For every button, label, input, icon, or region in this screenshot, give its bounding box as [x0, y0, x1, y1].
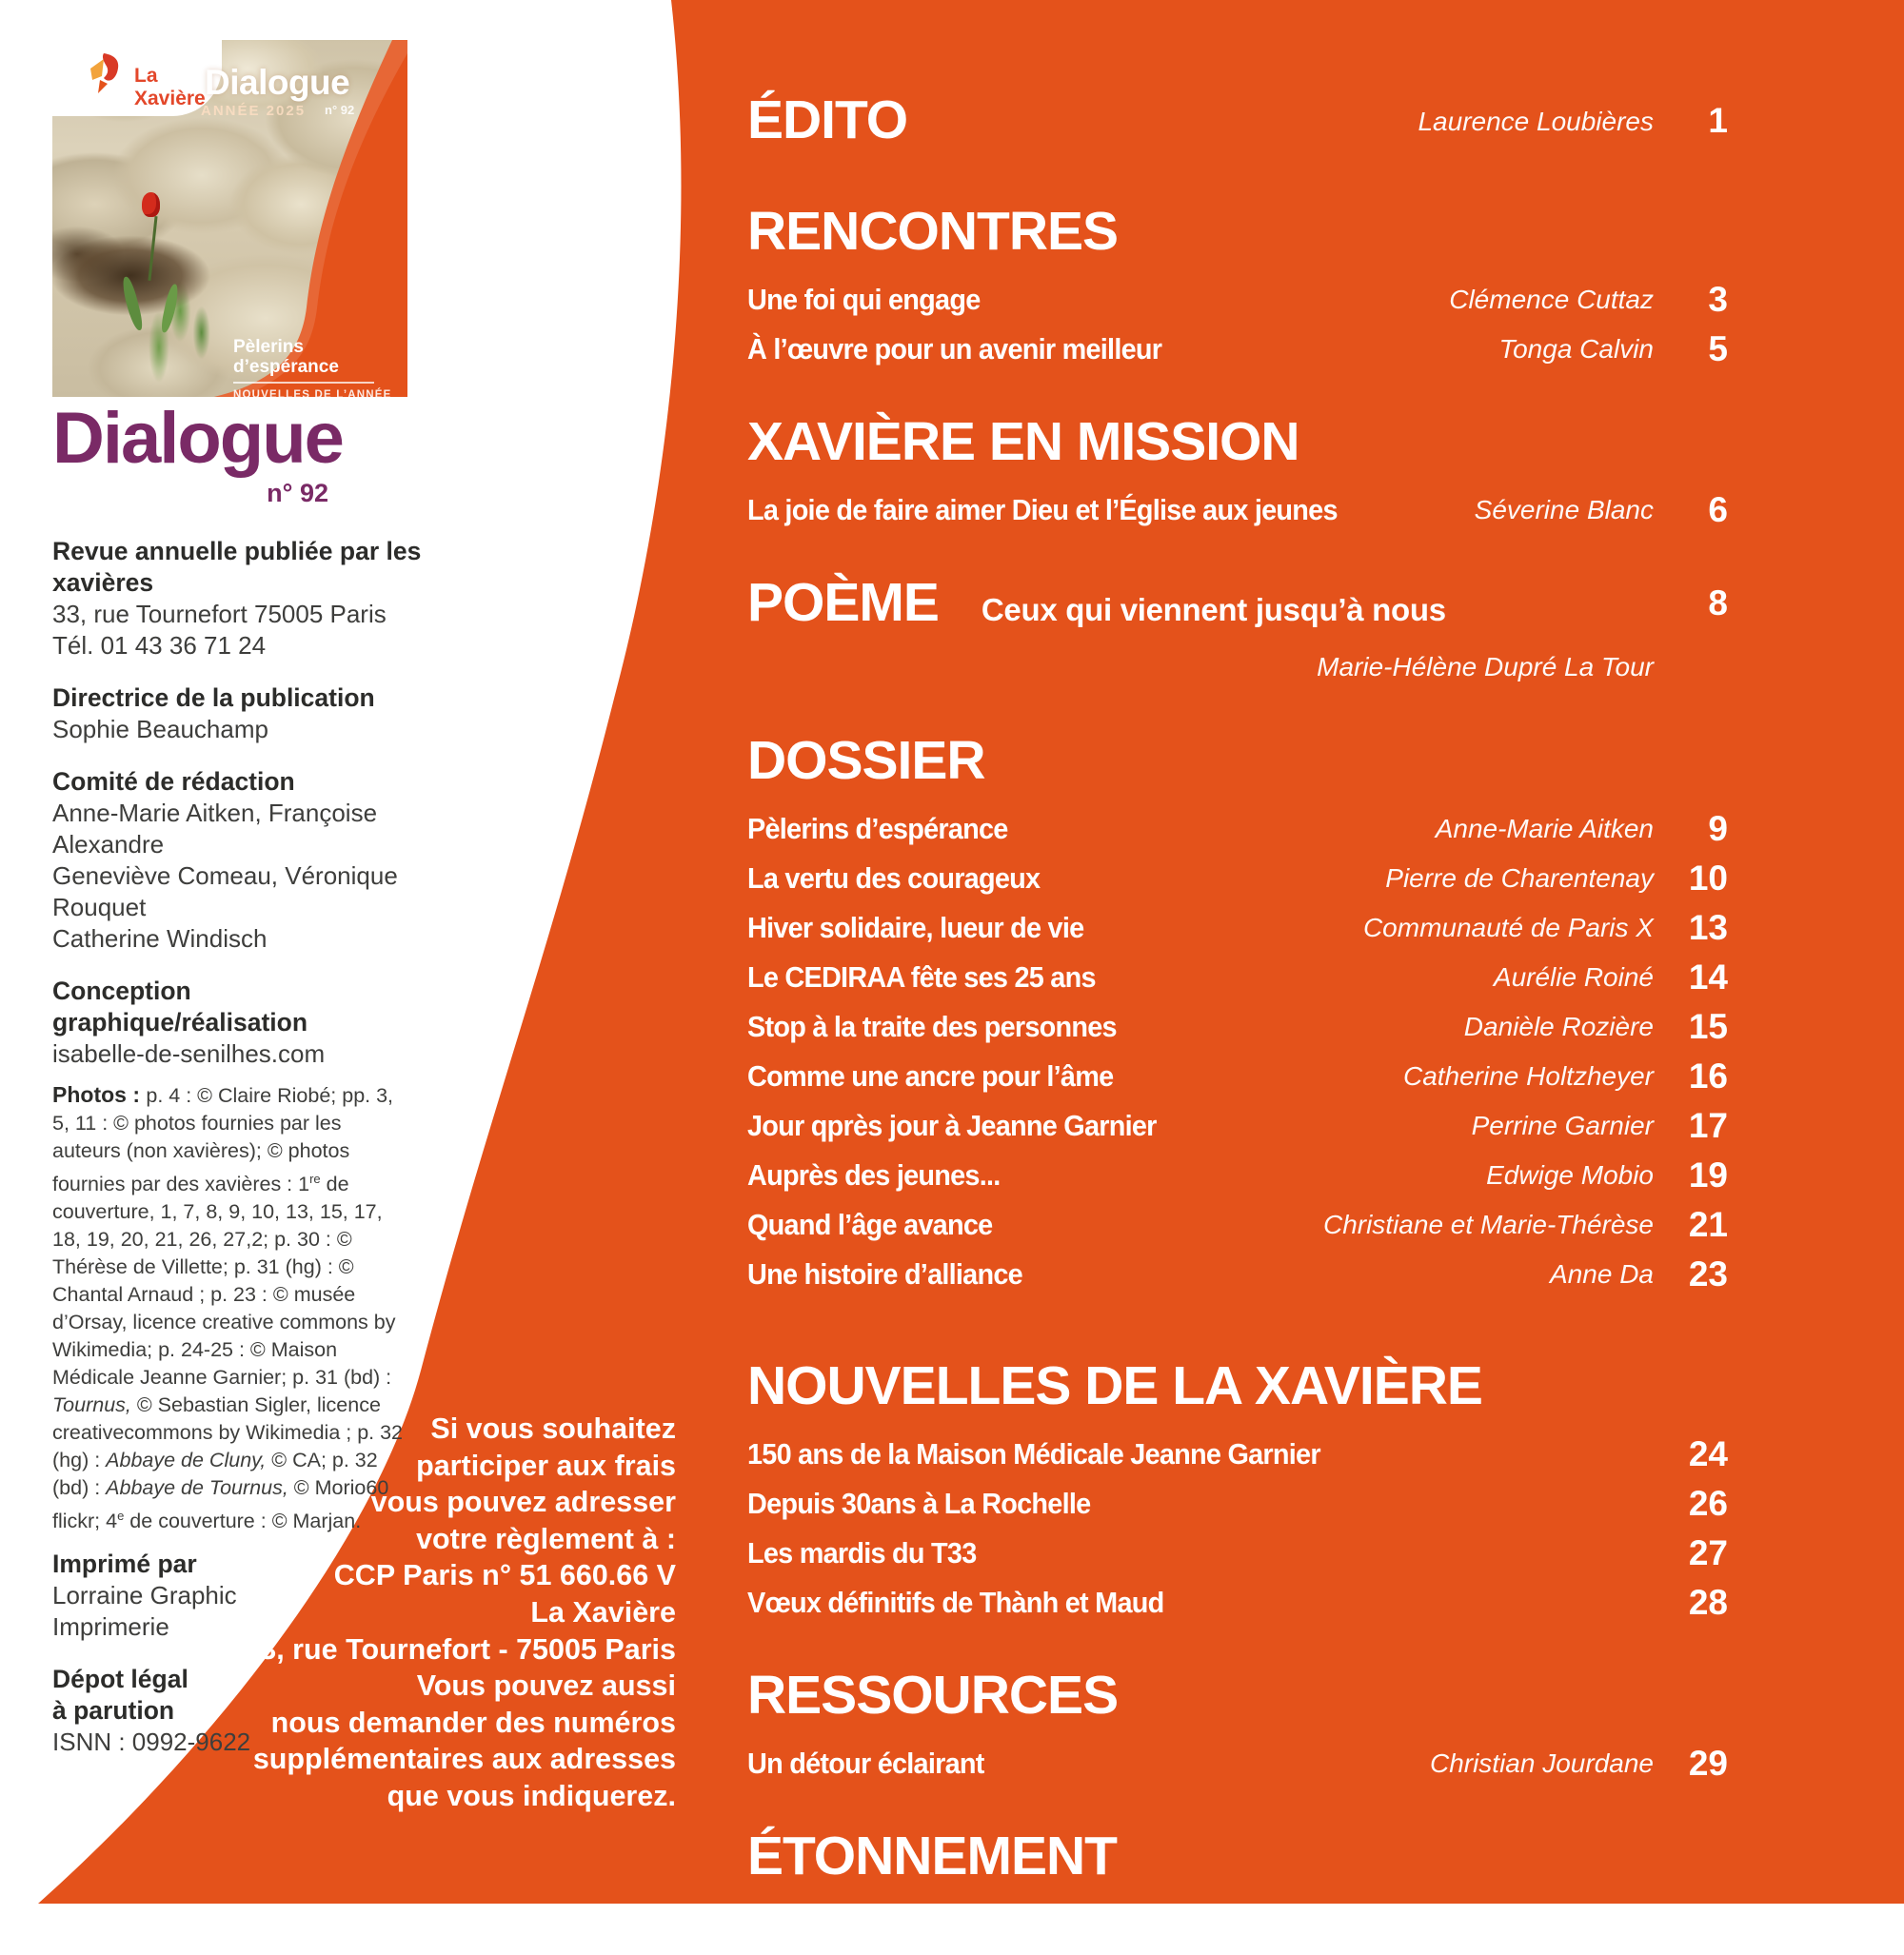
toc-header-row [747, 412, 1728, 485]
toc-entry-title: Vœux définitifs de Thành et Maud [747, 1586, 1164, 1619]
design-block [52, 976, 428, 1070]
la-xaviere-logo-icon [89, 51, 130, 101]
photos-text-segment: Tournus, [52, 1393, 131, 1417]
toc-entry-page: 15 [1688, 1007, 1728, 1046]
toc-entry-author: Communauté de Paris X [1362, 913, 1654, 942]
publisher-block [52, 536, 428, 662]
toc-entry-title: Comme une ancre pour l’âme [747, 1059, 1114, 1093]
toc-entry-page: 9 [1708, 809, 1728, 848]
toc-entry-author: Perrine Garnier [1471, 1111, 1654, 1140]
printer-name: Imprimerie [52, 1612, 169, 1642]
photos-text-segment: e [117, 1509, 125, 1524]
cover-year-line: ANNÉE 2025 [201, 103, 307, 119]
toc [747, 90, 1728, 1949]
toc-entry-page: 10 [1688, 859, 1728, 898]
toc-entry-author: Anne-Marie Aitken [1435, 814, 1654, 843]
printer-label: Imprimé par [52, 1550, 197, 1579]
toc-entry-page: 27 [1688, 1533, 1728, 1572]
cover-theme-rule [233, 382, 374, 384]
toc-entry-title: La joie de faire aimer Dieu et l’Église aux jeunes [747, 493, 1338, 526]
cover-title: Dialogue [205, 63, 350, 102]
toc-entry-title: Depuis 30ans à La Rochelle [747, 1487, 1091, 1520]
magazine-wordmark: Dialogue [52, 398, 343, 479]
design-label: Conception graphique/réalisation [52, 977, 308, 1037]
toc-entry-page: 14 [1688, 958, 1728, 997]
toc-entry-title: Les mardis du T33 [747, 1536, 977, 1570]
toc-entry-title: Une histoire d’alliance [747, 1257, 1022, 1291]
cover-theme-line: d’espérance [233, 357, 339, 377]
toc-entry-author: Danièle Rozière [1463, 1012, 1654, 1041]
toc-entry [747, 1430, 1728, 1479]
toc-entry [747, 953, 1728, 1002]
toc-section [747, 412, 1728, 535]
cover-logo-background [52, 40, 222, 116]
toc-entry-title: Ceux qui viennent jusqu’à nous [981, 592, 1446, 627]
toc-entry-page: 31 [1688, 1905, 1728, 1944]
subscription-line: votre règlement à : [416, 1522, 676, 1555]
subscription-line: que vous indiquerez. [387, 1779, 676, 1812]
photos-text-segment: de couverture : © Marjan. [124, 1510, 362, 1533]
toc-entry-author: Séverine Blanc [1474, 495, 1654, 524]
toc-entry [747, 1151, 1728, 1200]
cover-issue-number: n° 92 [325, 103, 355, 117]
cover-logo-text: La Xavière [134, 65, 206, 109]
toc-entry-page: 13 [1688, 908, 1728, 947]
toc-entry-author: Catherine Holtzheyer [1402, 1061, 1654, 1091]
toc-entry-page: 3 [1708, 280, 1728, 319]
publisher-phone: Tél. 01 43 36 71 24 [52, 631, 267, 660]
toc-entry-page: 6 [1708, 490, 1728, 529]
toc-entry-page: 23 [1688, 1254, 1728, 1293]
toc-entry-title: Une foi qui engage [747, 283, 981, 316]
toc-entry [747, 1739, 1728, 1788]
toc-section-title: NOUVELLES DE LA XAVIÈRE [747, 1355, 1482, 1416]
issue-number: n° 92 [267, 479, 328, 507]
toc-entry-title: 150 ans de la Maison Médicale Jeanne Garnier [747, 1437, 1320, 1471]
toc-section-title: XAVIÈRE EN MISSION [747, 411, 1299, 472]
toc-entry-title: Stop à la traite des personnes [747, 1010, 1117, 1043]
toc-section [747, 202, 1728, 374]
cover-theme-line: Pèlerins [233, 337, 304, 357]
toc-section [747, 90, 1728, 164]
toc-entry-author: Tonga Calvin [1498, 334, 1654, 364]
toc-section-title: RENCONTRES [747, 201, 1119, 262]
toc-header-row [747, 573, 1728, 646]
photos-text-segment: p. 4 : © Claire Riobé; pp. 3, 5, 11 : © photos fournies par les auteurs (non xavières); © photos fournies par des xavières : 1 [52, 1084, 394, 1196]
toc-entry-page: 5 [1708, 329, 1728, 368]
photos-text-segment: © Morio60 flickr; 4 [52, 1476, 389, 1533]
toc-header-row [747, 1356, 1728, 1430]
toc-entry-author: Clémence Cuttaz [1449, 285, 1654, 314]
photos-text-segment: de couverture, 1, 7, 8, 9, 10, 13, 15, 17, 18, 19, 20, 21, 26, 27,2; p. 30 : © Thérèse de Villette; p. 31 (hg) : © Chantal Arnaud ; p. 23 : © musée d’Orsay, licence creative commons by Wikimedia; p. 24-25 : © Maison Médicale Jeanne Garnier; p. 31 (bd) : [52, 1173, 396, 1390]
toc-entry-page: 26 [1688, 1484, 1728, 1523]
toc-entry-author: Pierre de Charentenay [1385, 863, 1654, 893]
subscription-line: 33, rue Tournefort - 75005 Paris [244, 1632, 676, 1666]
toc-entry-title: Un détour éclairant [747, 1747, 984, 1780]
toc-entry-title: Apporter sa pierre à l’édifice [747, 1907, 1098, 1941]
subscription-line: La Xavière [530, 1595, 676, 1629]
subscription-line: vous pouvez adresser [370, 1486, 676, 1519]
photos-text-segment: © CA; p. 32 (bd) : [52, 1449, 378, 1500]
toc-entry-title: Auprès des jeunes... [747, 1158, 1001, 1192]
printer-name: Lorraine Graphic [52, 1581, 237, 1610]
legal-label: à parution [52, 1696, 175, 1726]
committee-label: Comité de rédaction [52, 767, 295, 796]
director-label: Directrice de la publication [52, 683, 375, 712]
subscription-line: supplémentaires aux adresses [252, 1743, 676, 1776]
toc-entry-title: Le CEDIRAA fête ses 25 ans [747, 960, 1096, 994]
toc-header-row [747, 202, 1728, 275]
toc-entry [747, 1479, 1728, 1529]
cover-subtitle: NOUVELLES DE L’ANNÉE [233, 389, 392, 401]
publisher-line: Revue annuelle publiée par les xavières [52, 537, 422, 597]
toc-entry [747, 1200, 1728, 1250]
subscription-line: nous demander des numéros [270, 1706, 676, 1739]
subscription-line: CCP Paris n° 51 660.66 V [333, 1559, 676, 1592]
committee-members: Catherine Windisch [52, 924, 268, 953]
toc-section-title: ÉTONNEMENT [747, 1826, 1117, 1886]
toc-entry [747, 903, 1728, 953]
toc-entry-author: Marie-Hélène Dupré La Tour [1317, 652, 1654, 681]
subscription-line: Vous pouvez aussi [416, 1669, 676, 1703]
toc-entry [747, 1529, 1728, 1578]
photos-text-segment: re [309, 1172, 321, 1186]
toc-entry [747, 1250, 1728, 1299]
toc-header-row [747, 1827, 1728, 1900]
toc-header-row [747, 731, 1728, 804]
toc-section-title: ÉDITO [747, 89, 908, 150]
toc-entry [747, 275, 1728, 325]
toc-entry [747, 804, 1728, 854]
toc-entry-title: Hiver solidaire, lueur de vie [747, 911, 1084, 944]
toc-entry-author: Christiane et Marie-Thérèse [1322, 1210, 1654, 1239]
toc-section-title: RESSOURCES [747, 1665, 1119, 1726]
toc-entry [747, 1052, 1728, 1101]
subscription-line: participer aux frais [416, 1449, 676, 1482]
toc-header-row [747, 90, 1728, 164]
toc-entry-page: 17 [1688, 1106, 1728, 1145]
publisher-address: 33, rue Tournefort 75005 Paris [52, 600, 387, 628]
toc-entry-page: 21 [1688, 1205, 1728, 1244]
toc-entry-author: Anne Da [1550, 1259, 1654, 1289]
toc-entry-page: 8 [1708, 583, 1728, 622]
subscription-line: Si vous souhaitez [430, 1412, 676, 1445]
toc-entry-page: 24 [1688, 1434, 1728, 1473]
toc-entry-page: 28 [1688, 1583, 1728, 1622]
toc-entry-page: 16 [1688, 1056, 1728, 1096]
toc-entry-title: Quand l’âge avance [747, 1208, 993, 1241]
toc-section [747, 573, 1728, 693]
photos-text-segment: Abbaye de Cluny, [106, 1449, 267, 1472]
toc-entry-page: 29 [1688, 1744, 1728, 1783]
toc-section-title: DOSSIER [747, 730, 985, 791]
toc-entry-author: Aurélie Roiné [1493, 962, 1654, 992]
toc-section [747, 1827, 1728, 1949]
toc-entry [747, 1002, 1728, 1052]
director-name: Sophie Beauchamp [52, 715, 268, 743]
toc-entry-title: Jour qprès jour à Jeanne Garnier [747, 1109, 1157, 1142]
toc-entry [747, 485, 1728, 535]
toc-entry-author: Chantal Arnaud [1469, 1909, 1654, 1939]
toc-entry-title: À l’œuvre pour un avenir meilleur [747, 332, 1162, 365]
toc-entry-author: Christian Jourdane [1429, 1748, 1654, 1778]
toc-section [747, 731, 1728, 1299]
committee-members: Anne-Marie Aitken, Françoise Alexandre [52, 799, 378, 859]
toc-entry [747, 854, 1728, 903]
toc-header-row [747, 1666, 1728, 1739]
toc-entry [747, 1101, 1728, 1151]
toc-entry-title: La vertu des courageux [747, 861, 1041, 895]
magazine-cover-thumbnail [52, 40, 407, 401]
photos-text-segment: Abbaye de Tournus, [106, 1476, 288, 1500]
photos-text-segment: Photos : [52, 1082, 147, 1107]
toc-section [747, 1356, 1728, 1628]
toc-entry-page: 1 [1708, 101, 1728, 140]
director-block [52, 682, 428, 745]
toc-entry [747, 1578, 1728, 1628]
toc-entry-author-row [747, 646, 1728, 693]
issn-number: ISNN : 0992-9622 [52, 1728, 251, 1757]
design-value: isabelle-de-senilhes.com [52, 1039, 326, 1068]
committee-members: Geneviève Comeau, Véronique Rouquet [52, 861, 398, 921]
photos-text-segment: © Sebastian Sigler, licence creativecommons by Wikimedia ; p. 32 (hg) : [52, 1393, 404, 1472]
toc-section-title: POÈME [747, 572, 939, 633]
cover-theme-block [233, 337, 392, 401]
toc-entry-author: Laurence Loubières [1418, 107, 1654, 136]
subscription-note [228, 1411, 676, 1815]
legal-label: Dépot légal [52, 1665, 188, 1694]
toc-entry [747, 325, 1728, 374]
committee-block [52, 766, 428, 955]
toc-entry-title: Pèlerins d’espérance [747, 812, 1008, 845]
toc-entry-author: Edwige Mobio [1486, 1160, 1654, 1190]
toc-entry [747, 1900, 1728, 1949]
toc-entry-page: 19 [1688, 1155, 1728, 1195]
toc-section [747, 1666, 1728, 1788]
